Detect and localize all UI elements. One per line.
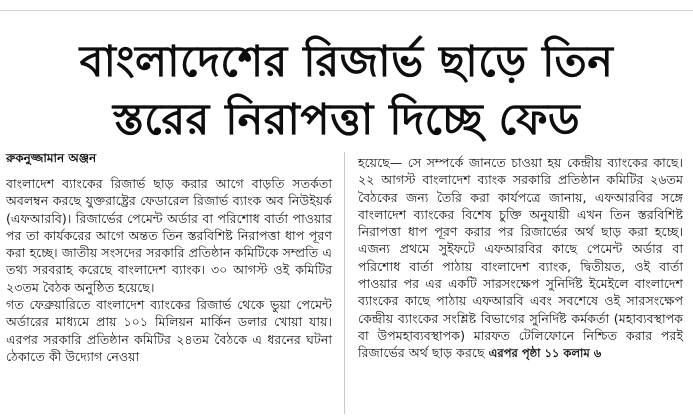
left-paragraph-1: বাংলাদেশ ব্যাংকের রিজার্ভ ছাড় করার আগে বাড়তি সতর্কতা অবলম্বন করছে যুক্তরাষ্ট্রের ফেডারেল রিজার্ভ ব্যাংক অব নিউইয়র্ক (এফআরবি)। রিজার্ভের পেমেন্ট অর্ডার বা পরিশোধ বার্তা পাওয়ার পর তা কার্যকরের আগে অন্তত তিন স্তরবিশিষ্ট নিরাপত্তা ধাপ পূরণ করা হচ্ছে। জাতীয় সংসদের সরকারি প্রতিষ্ঠান কমিটিকে সম্প্রতি এ তথ্য সরবরাহ করেছে বাংলাদেশ ব্যাংক। ৩০ আগস্ট ওই কমিটির ২৩তম বৈঠক অনুষ্ঠিত হয়েছে। <box>6 176 332 295</box>
right-paragraph-1-text: হয়েছে— সে সম্পর্কে জানতে চাওয়া হয় কেন্দ্রীয় ব্যাংকের কাছে। ২২ আগস্ট বাংলাদেশ ব্যাংক সরকারি প্রতিষ্ঠান কমিটির ২৬তম বৈঠকের জন্য তৈরি করা কার্যপত্রে জানায়, এফআরবির সঙ্গে বাংলাদেশ ব্যাংকের বিশেষ চুক্তি অনুযায়ী এখন তিন স্তরবিশিষ্ট নিরাপত্তা ধাপ পূরণ করার পর রিজার্ভের অর্থ ছাড় করা হচ্ছে। এজন্য প্রথমে সুইফটে এফআরবির কাছে পেমেন্ট অর্ডার বা পরিশোধ বার্তা পাঠায় বাংলাদেশ ব্যাংক, দ্বিতীয়ত, ওই বার্তা পাওয়ার পর এর একটি সারসংক্ষেপ সুনির্দিষ্ট ইমেইলে বাংলাদেশ ব্যাংকের কাছে পাঠায় এফআরবি এবং সবশেষে ওই সারসংক্ষেপ কেন্দ্রীয় ব্যাংকের সংশ্লিষ্ট বিভাগের সুনির্দিষ্ট কর্মকর্তা (মহাব্যবস্থাপক বা উপমহাব্যবস্থাপক) মারফত টেলিফোনে নিশ্চিত করার পরই রিজার্ভের অর্থ ছাড় করছে <box>358 155 683 361</box>
right-paragraph-1 <box>358 154 683 363</box>
column-divider <box>344 152 345 414</box>
headline <box>0 33 693 149</box>
byline: রুকনুজ্জামান অঞ্জন <box>6 151 97 165</box>
headline-line-1: বাংলাদেশের রিজার্ভ ছাড়ে তিন <box>79 37 614 88</box>
article-column-left <box>6 175 332 365</box>
headline-line-2: স্তরের নিরাপত্তা দিচ্ছে ফেড <box>112 95 581 146</box>
continued-on-page-link[interactable]: এরপর পৃষ্ঠা ১১ কলাম ৬ <box>488 346 602 361</box>
page-top-rule <box>0 0 693 11</box>
article-column-right <box>358 154 683 363</box>
left-paragraph-2: গত ফেব্রুয়ারিতে বাংলাদেশ ব্যাংকের রিজার্ভ থেকে ভুয়া পেমেন্ট অর্ডারের মাধ্যমে প্রায় ১০১ মিলিয়ন মার্কিন ডলার খোয়া যায়। এরপর সরকারি প্রতিষ্ঠান কমিটির ২৪তম বৈঠকে এ ধরনের ঘটনা ঠেকাতে কী উদ্যোগ নেওয়া <box>6 297 332 364</box>
